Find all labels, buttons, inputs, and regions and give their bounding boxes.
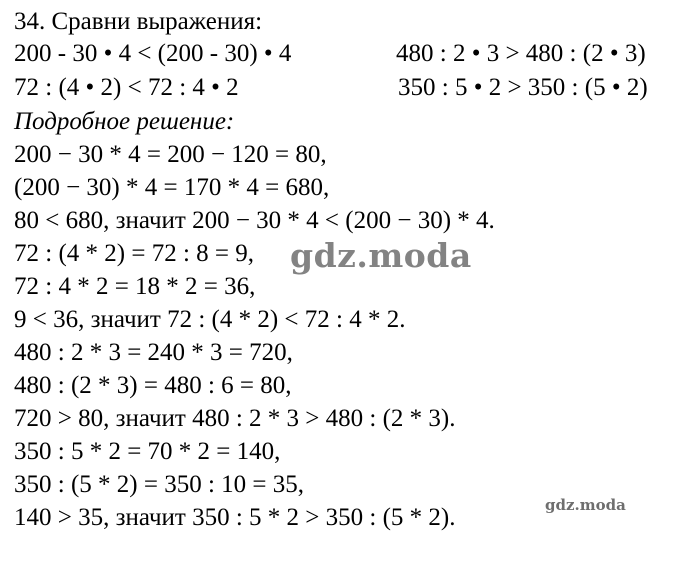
watermark-small: gdz.moda	[545, 496, 626, 514]
solution-line-7: 480 : 2 * 3 = 240 * 3 = 720,	[14, 339, 293, 366]
solution-line-1: 200 − 30 * 4 = 200 − 120 = 80,	[14, 141, 327, 168]
solution-line-2: (200 − 30) * 4 = 170 * 4 = 680,	[14, 174, 330, 201]
solution-heading: Подробное решение:	[14, 108, 235, 135]
task-title: 34. Сравни выражения:	[14, 8, 263, 35]
solution-line-5: 72 : 4 * 2 = 18 * 2 = 36,	[14, 273, 256, 300]
solution-line-4: 72 : (4 * 2) = 72 : 8 = 9,	[14, 240, 254, 267]
solution-line-3: 80 < 680, значит 200 − 30 * 4 < (200 − 30) * 4.	[14, 207, 495, 234]
comparison-4: 350 : 5 • 2 > 350 : (5 • 2)	[398, 74, 648, 101]
solution-line-12: 140 > 35, значит 350 : 5 * 2 > 350 : (5 * 2).	[14, 504, 456, 531]
comparison-2: 480 : 2 • 3 > 480 : (2 • 3)	[396, 40, 646, 67]
comparison-1: 200 - 30 • 4 < (200 - 30) • 4	[14, 40, 292, 67]
watermark-large: gdz.moda	[290, 236, 472, 275]
solution-line-9: 720 > 80, значит 480 : 2 * 3 > 480 : (2 * 3).	[14, 405, 456, 432]
solution-line-10: 350 : 5 * 2 = 70 * 2 = 140,	[14, 438, 281, 465]
solution-line-8: 480 : (2 * 3) = 480 : 6 = 80,	[14, 372, 292, 399]
comparison-3: 72 : (4 • 2) < 72 : 4 • 2	[14, 74, 239, 101]
solution-line-6: 9 < 36, значит 72 : (4 * 2) < 72 : 4 * 2.	[14, 306, 406, 333]
solution-line-11: 350 : (5 * 2) = 350 : 10 = 35,	[14, 471, 304, 498]
